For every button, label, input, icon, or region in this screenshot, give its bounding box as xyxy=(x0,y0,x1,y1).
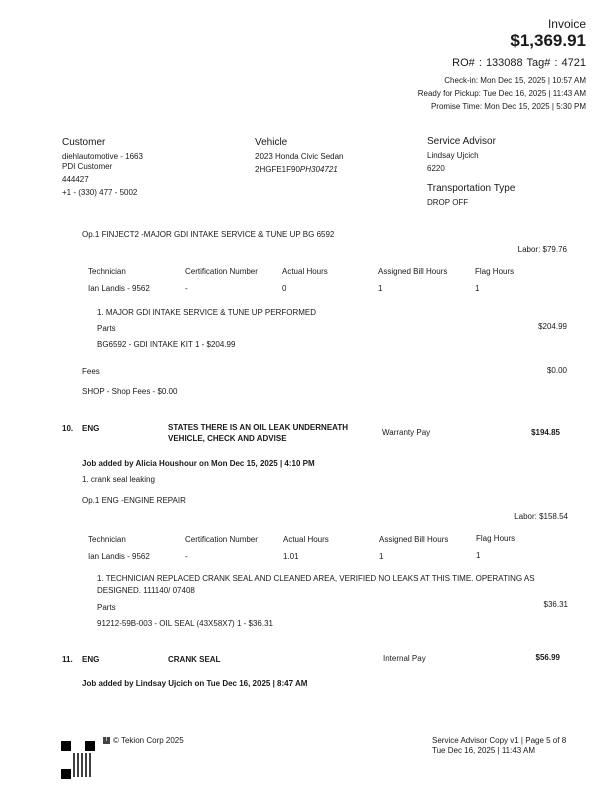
customer-heading: Customer xyxy=(62,137,106,148)
vehicle-heading: Vehicle xyxy=(255,137,288,148)
op1-col-technician: Technician xyxy=(88,267,126,276)
job10-technician: Ian Landis - 9562 xyxy=(88,552,150,561)
job10-col-flag-hours: Flag Hours xyxy=(476,534,516,543)
job10-tech-note-2: DESIGNED. 111140/ 07408 xyxy=(97,586,195,595)
document-title: Invoice xyxy=(547,17,586,31)
job11-amount: $56.99 xyxy=(535,653,560,662)
op1-col-assigned-hours: Assigned Bill Hours xyxy=(378,267,448,276)
footer-company-text: © Tekion Corp 2025 xyxy=(113,736,184,745)
op1-certification: - xyxy=(185,284,188,293)
advisor-heading: Service Advisor xyxy=(427,136,496,147)
op1-fees-label: Fees xyxy=(82,367,100,376)
advisor-name: Lindsay Ujcich xyxy=(427,151,479,160)
op1-parts-label: Parts xyxy=(97,324,116,333)
job10-description-1: STATES THERE IS AN OIL LEAK UNDERNEATH xyxy=(168,423,349,432)
qr-code xyxy=(61,741,95,779)
op1-assigned-hours: 1 xyxy=(378,284,383,293)
footer-company xyxy=(103,736,184,745)
job10-col-certification: Certification Number xyxy=(185,535,258,544)
transport-type: DROP OFF xyxy=(427,198,469,207)
job10-note: 1. crank seal leaking xyxy=(82,475,155,484)
vin-prefix: 2HGFE1F90 xyxy=(255,165,300,174)
op1-col-flag-hours: Flag Hours xyxy=(475,267,515,276)
job10-number: 10. xyxy=(62,424,74,433)
op1-technician: Ian Landis - 9562 xyxy=(88,284,150,293)
footer-printed-time: Tue Dec 16, 2025 | 11:43 AM xyxy=(432,746,536,755)
advisor-id: 6220 xyxy=(427,164,445,173)
job10-assigned-hours: 1 xyxy=(379,552,384,561)
job10-op-title: Op.1 ENG -ENGINE REPAIR xyxy=(82,496,186,505)
transport-heading: Transportation Type xyxy=(427,183,516,194)
promise-time: Promise Time: Mon Dec 15, 2025 | 5:30 PM xyxy=(430,102,586,111)
job10-col-actual-hours: Actual Hours xyxy=(283,535,329,544)
checkin-time: Check-in: Mon Dec 15, 2025 | 10:57 AM xyxy=(444,76,586,85)
pickup-time: Ready for Pickup: Tue Dec 16, 2025 | 11:43 AM xyxy=(417,89,586,98)
job11-pay-type: Internal Pay xyxy=(383,654,426,663)
vehicle-vin xyxy=(255,165,338,174)
op1-flag-hours: 1 xyxy=(475,284,480,293)
job11-description: CRANK SEAL xyxy=(168,655,221,664)
op1-note: 1. MAJOR GDI INTAKE SERVICE & TUNE UP PERFORMED xyxy=(97,308,317,317)
op1-fees-total: $0.00 xyxy=(546,366,567,375)
customer-number: 444427 xyxy=(62,175,89,184)
job10-certification: - xyxy=(185,552,188,561)
op1-part-line: BG6592 - GDI INTAKE KIT 1 - $204.99 xyxy=(97,340,236,349)
customer-name: diehlautomotive - 1663 xyxy=(62,152,143,161)
op1-labor: Labor: $79.76 xyxy=(517,245,567,254)
vehicle-model: 2023 Honda Civic Sedan xyxy=(255,152,344,161)
job10-parts-total: $36.31 xyxy=(543,600,568,609)
job10-tech-note-1: 1. TECHNICIAN REPLACED CRANK SEAL AND CLEANED AREA, VERIFIED NO LEAKS AT THIS TIME. OPERATING AS xyxy=(97,574,535,583)
invoice-total: $1,369.91 xyxy=(510,31,586,50)
job10-col-technician: Technician xyxy=(88,535,126,544)
job10-labor: Labor: $158.54 xyxy=(514,512,568,521)
job10-actual-hours: 1.01 xyxy=(283,552,299,561)
tekion-logo-icon: T xyxy=(104,737,109,744)
op1-fee-line: SHOP - Shop Fees - $0.00 xyxy=(82,387,178,396)
job11-code: ENG xyxy=(82,655,100,664)
job10-added-by: Job added by Alicia Houshour on Mon Dec 15, 2025 | 4:10 PM xyxy=(82,459,315,468)
job10-pay-type: Warranty Pay xyxy=(382,428,431,437)
job10-description-2: VEHICLE, CHECK AND ADVISE xyxy=(168,434,287,443)
job11-number: 11. xyxy=(62,655,73,664)
job10-col-assigned-hours: Assigned Bill Hours xyxy=(379,535,449,544)
op1-col-certification: Certification Number xyxy=(185,267,258,276)
job10-parts-label: Parts xyxy=(97,603,116,612)
op1-title: Op.1 FINJECT2 -MAJOR GDI INTAKE SERVICE & TUNE UP BG 6592 xyxy=(82,230,335,239)
footer-copy-page: Service Advisor Copy v1 | Page 5 of 8 xyxy=(432,736,567,745)
job10-amount: $194.85 xyxy=(531,428,560,437)
job10-flag-hours: 1 xyxy=(476,551,481,560)
op1-col-actual-hours: Actual Hours xyxy=(282,267,328,276)
ro-tag-line: RO# : 133088 Tag# : 4721 xyxy=(452,57,586,69)
vin-suffix: PH304721 xyxy=(299,165,338,174)
customer-phone: +1 - (330) 477 - 5002 xyxy=(62,188,138,197)
job10-code: ENG xyxy=(82,424,100,433)
op1-actual-hours: 0 xyxy=(282,284,287,293)
job11-added-by: Job added by Lindsay Ujcich on Tue Dec 16, 2025 | 8:47 AM xyxy=(82,679,308,688)
op1-parts-total: $204.99 xyxy=(538,322,567,331)
customer-type: PDI Customer xyxy=(62,162,113,171)
job10-part-line: 91212-59B-003 - OIL SEAL (43X58X7) 1 - $36.31 xyxy=(97,619,273,628)
